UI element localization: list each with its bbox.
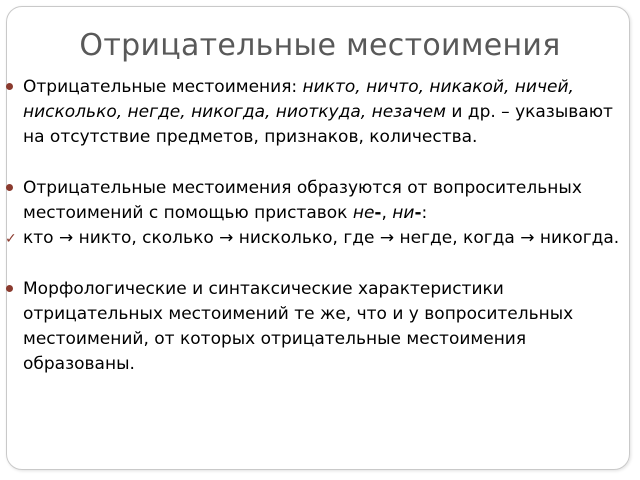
slide-title: Отрицательные местоимения — [79, 28, 561, 63]
prefix-ni-dash: - — [414, 203, 422, 223]
examples-text: кто → никто, сколько → нисколько, где → негде, когда → никогда. — [23, 228, 620, 248]
prefix-ni: ни — [392, 203, 415, 223]
paragraph-definition — [6, 75, 626, 150]
characteristics-text: Морфологические и синтаксические характеристики отрицательных местоимений те же, что и у вопросительных местоимений, от которых отрицательные местоимения образованы. — [23, 279, 574, 374]
definition-lead: Отрицательные местоимения: — [23, 77, 303, 97]
formation-lead: Отрицательные местоимения образуются от вопросительных местоимений с помощью приставок — [23, 178, 582, 223]
prefix-ne: не — [352, 203, 375, 223]
bullet-dot-icon — [6, 285, 13, 292]
prefix-separator: , — [381, 203, 393, 223]
prefix-ne-dash: - — [374, 203, 382, 223]
bullet-dot-icon — [6, 184, 13, 191]
bullet-dot-icon — [6, 83, 13, 90]
definition-tail: и др. – указывают на отсутствие предметов, признаков, количества. — [23, 102, 613, 147]
paragraph-characteristics — [6, 277, 626, 377]
slide-content — [6, 75, 626, 377]
paragraph-formation — [6, 176, 626, 226]
formation-colon: : — [421, 203, 428, 223]
definition-examples: никто, ничто, никакой, ничей, нисколько, негде, никогда, ниоткуда, незачем — [23, 77, 574, 122]
paragraph-examples — [6, 226, 626, 251]
checkmark-bullet-icon: ✓ — [5, 231, 17, 247]
